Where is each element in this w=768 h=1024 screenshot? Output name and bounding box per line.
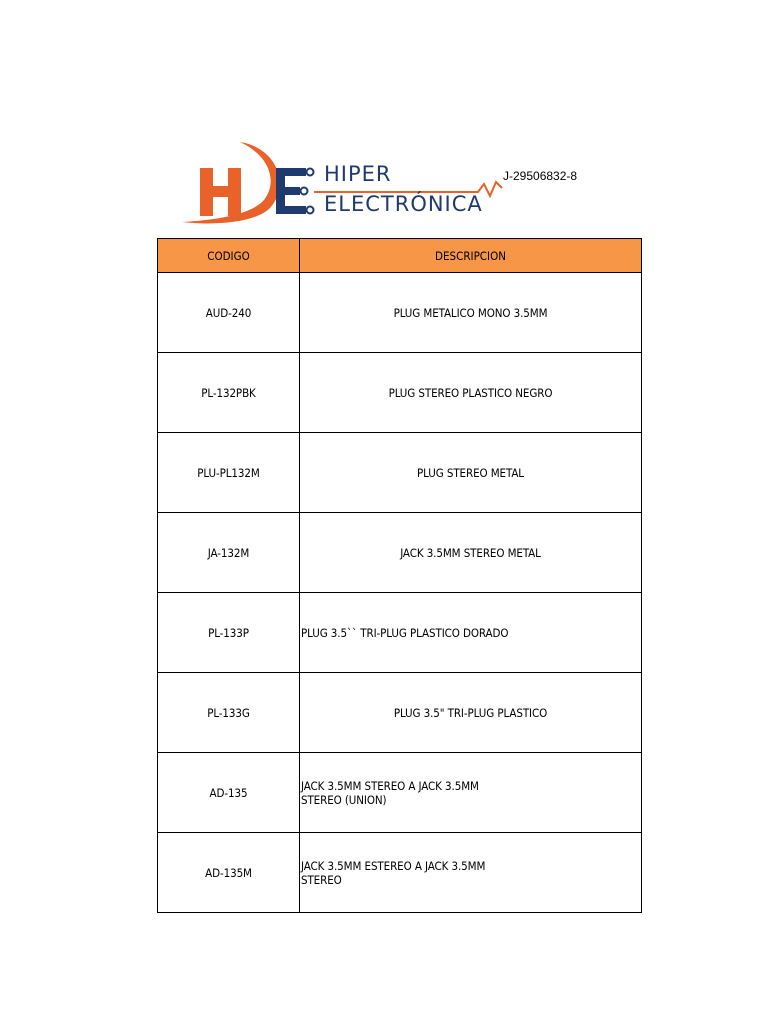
- product-code: PL-133G: [158, 673, 300, 753]
- product-description: PLUG 3.5`` TRI-PLUG PLASTICO DORADO: [300, 593, 642, 673]
- table-row: [158, 353, 642, 433]
- table-row: [158, 833, 642, 913]
- product-description-cell: [300, 833, 642, 913]
- table-header-row: [158, 239, 642, 273]
- product-description: JACK 3.5MM STEREO METAL: [300, 513, 642, 593]
- column-header-code: CODIGO: [158, 239, 300, 273]
- product-description: JACK 3.5MM ESTEREO A JACK 3.5MM STEREO: [301, 858, 486, 887]
- product-code: AD-135M: [158, 833, 300, 913]
- product-description: JACK 3.5MM STEREO A JACK 3.5MM STEREO (UNION): [301, 778, 479, 807]
- product-code: PL-132PBK: [158, 353, 300, 433]
- product-table: [157, 238, 642, 913]
- column-header-description: DESCRIPCION: [300, 239, 642, 273]
- table-row: [158, 513, 642, 593]
- tax-id: J-29506832-8: [503, 169, 578, 183]
- product-code: PLU-PL132M: [158, 433, 300, 513]
- product-code: AUD-240: [158, 273, 300, 353]
- table-row: [158, 593, 642, 673]
- table-row: [158, 753, 642, 833]
- company-logo: [178, 138, 508, 226]
- product-description: PLUG STEREO METAL: [300, 433, 642, 513]
- table-row: [158, 673, 642, 753]
- product-code: AD-135: [158, 753, 300, 833]
- product-code: PL-133P: [158, 593, 300, 673]
- product-code: JA-132M: [158, 513, 300, 593]
- logo-text-line2: ELECTRÓNICA: [324, 192, 483, 216]
- table-row: [158, 273, 642, 353]
- product-description: PLUG 3.5" TRI-PLUG PLASTICO: [300, 673, 642, 753]
- product-description: PLUG STEREO PLASTICO NEGRO: [300, 353, 642, 433]
- product-description: PLUG METALICO MONO 3.5MM: [300, 273, 642, 353]
- table-row: [158, 433, 642, 513]
- product-description-cell: [300, 753, 642, 833]
- logo-text-line1: HIPER: [324, 162, 392, 186]
